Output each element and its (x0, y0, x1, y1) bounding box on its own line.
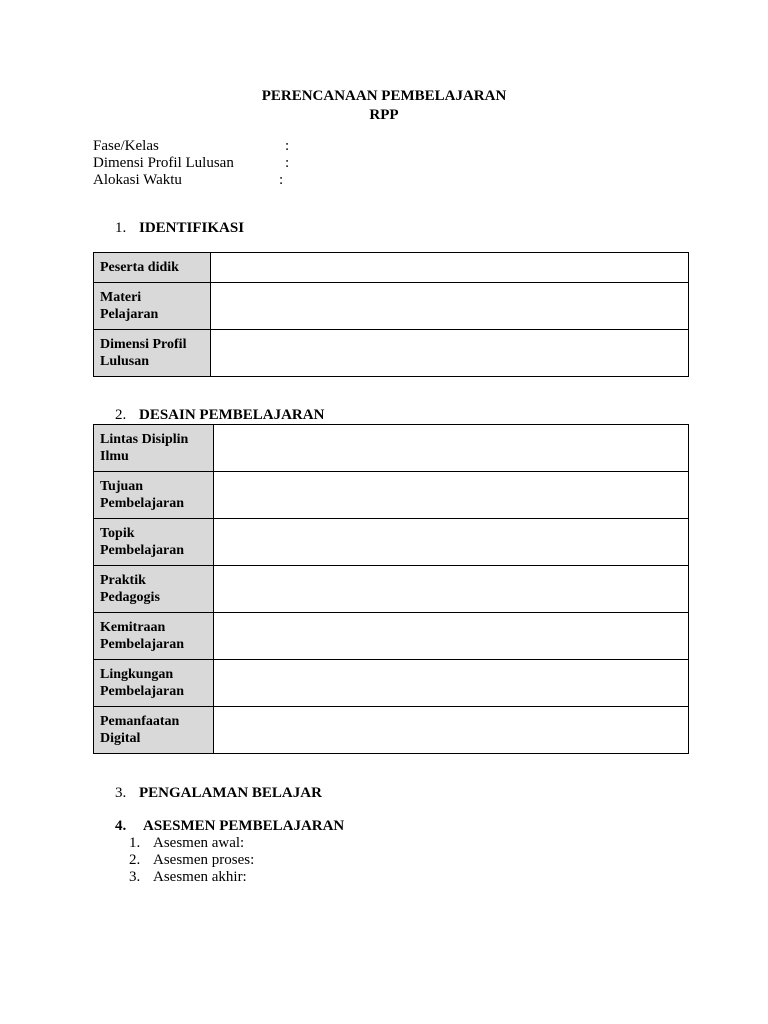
row-value-cell[interactable] (214, 707, 689, 754)
meta-colon: : (279, 172, 284, 188)
meta-fields (93, 138, 290, 189)
table-row (94, 472, 689, 519)
row-value-cell[interactable] (214, 613, 689, 660)
section-number: 2. (115, 407, 127, 423)
row-label: Pemanfaatan Digital (94, 707, 214, 754)
table-row (94, 330, 689, 377)
row-label: Materi Pelajaran (94, 283, 211, 330)
table-row (94, 660, 689, 707)
row-label: Topik Pembelajaran (94, 519, 214, 566)
row-label: Dimensi Profil Lulusan (94, 330, 211, 377)
meta-row-fase-kelas (93, 138, 290, 155)
section-heading-desain (115, 407, 324, 424)
list-item-label: Asesmen awal: (153, 835, 245, 851)
section-title: PENGALAMAN BELAJAR (139, 785, 322, 801)
section-heading-asesmen (115, 818, 344, 835)
row-value-cell[interactable] (214, 566, 689, 613)
list-item-label: Asesmen akhir: (153, 869, 247, 885)
table-row (94, 425, 689, 472)
row-label: Kemitraan Pembelajaran (94, 613, 214, 660)
row-label: Lingkungan Pembelajaran (94, 660, 214, 707)
section-number: 1. (115, 220, 127, 236)
section-heading-pengalaman (115, 785, 322, 802)
row-value-cell[interactable] (211, 283, 689, 330)
document-subtitle: RPP (369, 107, 399, 123)
row-value-cell[interactable] (211, 253, 689, 283)
section-number: 4. (115, 818, 127, 834)
row-value-cell[interactable] (214, 472, 689, 519)
meta-label: Alokasi Waktu (93, 172, 182, 188)
table-row (94, 519, 689, 566)
list-item-number: 1. (129, 835, 141, 851)
meta-row-dimensi-profil (93, 155, 290, 172)
list-item-number: 3. (129, 869, 141, 885)
row-label: Peserta didik (94, 253, 211, 283)
row-label: Tujuan Pembelajaran (94, 472, 214, 519)
table-row (94, 566, 689, 613)
row-value-cell[interactable] (211, 330, 689, 377)
list-item-label: Asesmen proses: (153, 852, 255, 868)
table-row (94, 707, 689, 754)
meta-colon: : (285, 138, 290, 154)
meta-label: Fase/Kelas (93, 138, 159, 154)
table-row (94, 283, 689, 330)
identifikasi-table (93, 252, 689, 377)
document-title: PERENCANAAN PEMBELAJARAN (261, 88, 507, 104)
meta-colon: : (285, 155, 290, 171)
section-number: 3. (115, 785, 127, 801)
section-title: IDENTIFIKASI (139, 220, 245, 236)
row-value-cell[interactable] (214, 425, 689, 472)
list-item-number: 2. (129, 852, 141, 868)
table-row (94, 253, 689, 283)
table-row (94, 613, 689, 660)
meta-row-alokasi-waktu (93, 172, 284, 189)
row-label: Lintas Disiplin Ilmu (94, 425, 214, 472)
section-title: ASESMEN PEMBELAJARAN (143, 818, 345, 834)
section-title: DESAIN PEMBELAJARAN (139, 407, 325, 423)
row-label: Praktik Pedagogis (94, 566, 214, 613)
row-value-cell[interactable] (214, 660, 689, 707)
desain-table (93, 424, 689, 754)
meta-label: Dimensi Profil Lulusan (93, 155, 234, 171)
row-value-cell[interactable] (214, 519, 689, 566)
section-heading-identifikasi (115, 220, 244, 237)
